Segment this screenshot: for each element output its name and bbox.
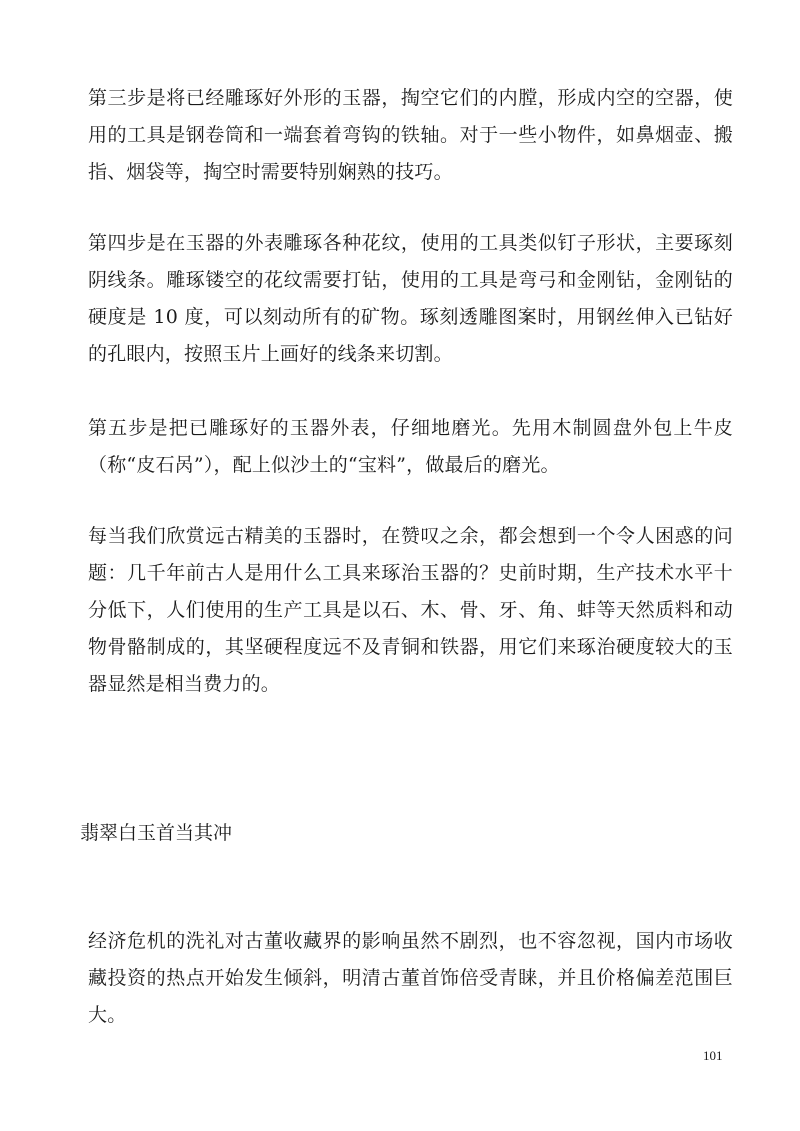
paragraph-economic-crisis: 经济危机的洗礼对古董收藏界的影响虽然不剧烈，也不容忽视，国内市场收藏投资的热点开始发生倾斜，明清古董首饰倍受青睐，并且价格偏差范围巨大。: [88, 930, 733, 1026]
paragraph-step-three: 第三步是将已经雕琢好外形的玉器，掏空它们的内膛，形成内空的空器，使用的工具是钢卷筒和一端套着弯钩的铁轴。对于一些小物件，如鼻烟壶、搬指、烟袋等，掏空时需要特别娴熟的技巧。: [88, 87, 733, 183]
paragraph-step-five: 第五步是把已雕琢好的玉器外表，仔细地磨光。先用木制圆盘外包上牛皮（称“皮石呙”），配上似沙土的“宝料”，做最后的磨光。: [88, 417, 733, 476]
paragraph-ancient-tools: 每当我们欣赏远古精美的玉器时，在赞叹之余，都会想到一个令人困惑的问题：几千年前古人是用什么工具来琢治玉器的？史前时期，生产技术水平十分低下，人们使用的生产工具是以石、木、骨、牙、角、蚌等天然质料和动物骨骼制成的，其坚硬程度远不及青铜和铁器，用它们来琢治硬度较大的玉器显然是相当费力的。: [88, 525, 733, 695]
paragraph-step-four: 第四步是在玉器的外表雕琢各种花纹，使用的工具类似钉子形状，主要琢刻阴线条。雕琢镂空的花纹需要打钻，使用的工具是弯弓和金刚钻，金刚钻的硬度是 10 度，可以刻动所有的矿物。琢刻透雕图案时，用钢丝伸入已钻好的孔眼内，按照玉片上画好的线条来切割。: [88, 232, 733, 365]
section-heading: 翡翠白玉首当其冲: [80, 822, 233, 844]
page-number: 101: [703, 1048, 723, 1063]
